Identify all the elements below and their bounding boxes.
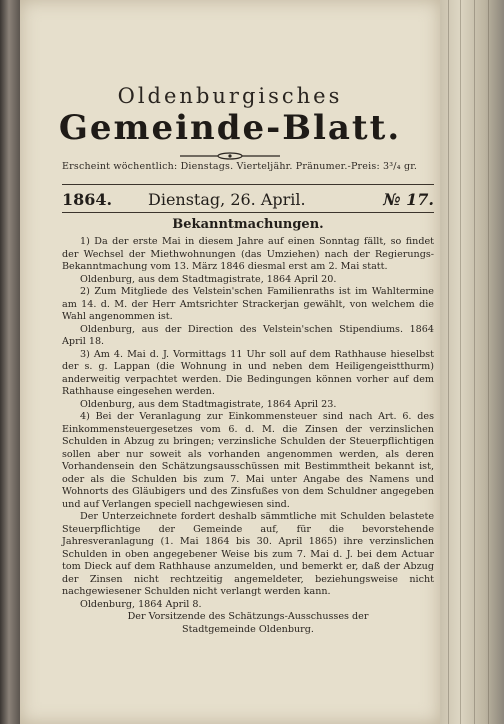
announcement-paragraph: Der Unterzeichnete fordert deshalb sämmtliche mit Schulden belastete Steuerpflichtige der Gemeinde auf, für die bevorstehende Jahresveranlagung (1. Mai 1864 bis 30. April 1865) ihre verzinslichen Schulden in oben angegebener Weise bis zum 7. Mai d. J. bei dem Actuar tom Dieck auf dem Rathhause anzumelden, und bemerkt er, daß der Abzug der Zinsen nicht rechtzeitig angemeldeter, beziehungsweise nicht nachgewiesener Schulden nicht verlangt werden kann. [62, 511, 434, 597]
ornament-divider-icon [180, 152, 280, 160]
subscription-line: Erscheint wöchentlich: Dienstags. Vierteljähr. Pränumer.-Preis: 3³/₄ gr. [62, 161, 418, 172]
announcement-paragraph: Der Vorsitzende des Schätzungs-Ausschusses der [127, 611, 369, 622]
announcement-paragraph: Stadtgemeinde Oldenburg. [182, 623, 314, 635]
divider-bottom [62, 212, 434, 213]
book-spine [0, 0, 20, 724]
page-edges [440, 0, 504, 724]
announcement-paragraph: Oldenburg, aus der Direction des Velstein'schen Stipendiums. 1864 April 18. [62, 323, 434, 347]
announcement-paragraph: Oldenburg, aus dem Stadtmagistrate, 1864 April 23. [80, 398, 337, 410]
announcement-paragraph: Oldenburg, 1864 April 8. [80, 598, 202, 610]
issue-number: № 17. [383, 190, 434, 209]
section-heading: Bekanntmachungen. [172, 217, 324, 232]
announcement-paragraph: 3) Am 4. Mai d. J. Vormittags 11 Uhr soll auf dem Rathhause hieselbst der s. g. Lappan (die Wohnung in und neben dem Heiligengeistthurm) anderweitig verpachtet werden. Die Bedingungen können vorher auf dem Rathhause eingesehen werden. [62, 348, 434, 397]
masthead-subtitle: Oldenburgisches [117, 84, 343, 108]
masthead-title: Gemeinde-Blatt. [58, 108, 402, 148]
issue-date: Dienstag, 26. April. [148, 190, 306, 209]
announcements-body [62, 236, 434, 636]
announcement-paragraph: 4) Bei der Veranlagung zur Einkommensteuer sind nach Art. 6. des Einkommensteuergesetzes vom 6. d. M. die Zinsen der verzinslichen Schulden in Abzug zu bringen; verzinsliche Schulden der Steuerpflichtigen sollen aber nur soweit als vorhanden angenommen werden, als deren Vorhandensein den Schätzungsausschüssen mit Bestimmtheit bekannt ist, oder als die Schulden bis zum 7. Mai unter Angabe des Namens und Wohnorts des Gläubigers und des Zinsfußes von dem Schuldner angegeben und auf Verlangen speciell nachgewiesen sind. [62, 411, 434, 510]
announcement-paragraph: Oldenburg, aus dem Stadtmagistrate, 1864 April 20. [80, 273, 337, 285]
issue-header [62, 190, 434, 212]
announcement-paragraph: 1) Da der erste Mai in diesem Jahre auf einen Sonntag fällt, so findet der Wechsel der Miethwohnungen (das Umziehen) nach der Regierungs-Bekanntmachung vom 13. März 1846 diesmal erst am 2. Mai statt. [62, 236, 434, 272]
issue-year: 1864. [62, 190, 113, 209]
announcement-paragraph: 2) Zum Mitgliede des Velstein'schen Familienraths ist im Wahltermine am 14. d. M. der Herr Amtsrichter Strackerjan gewählt, von welchem die Wahl angenommen ist. [62, 286, 434, 322]
divider-top [62, 184, 434, 185]
